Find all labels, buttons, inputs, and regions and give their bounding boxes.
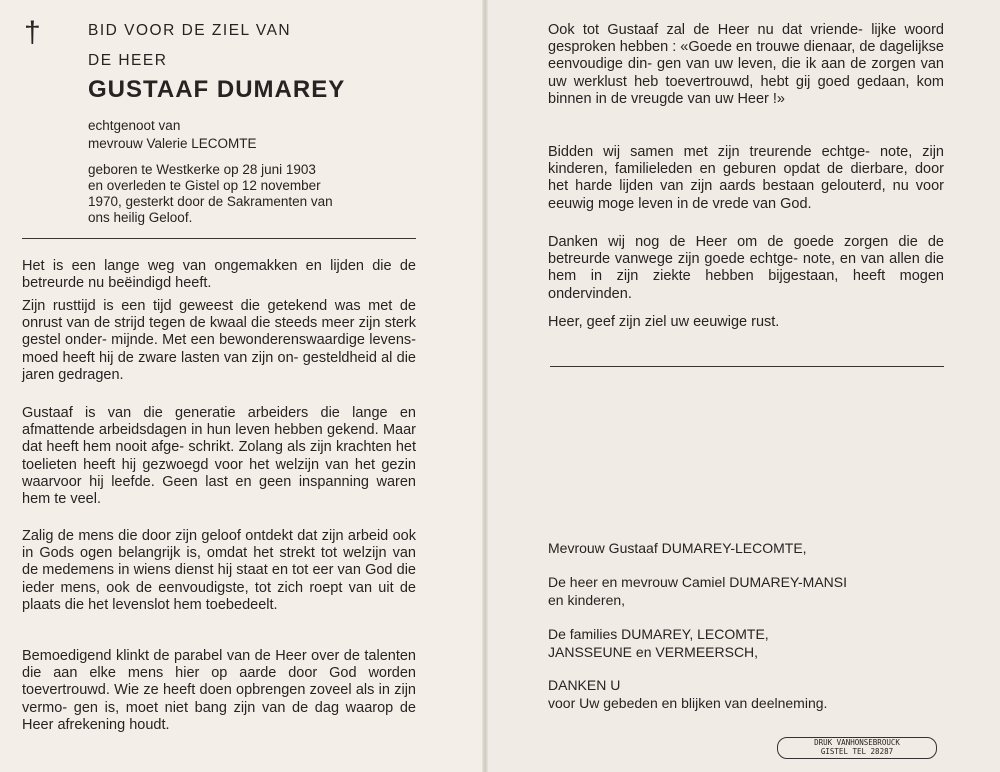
family-line: Mevrouw Gustaaf DUMAREY-LECOMTE, [548,540,807,556]
family-line: en kinderen, [548,592,626,608]
printer-stamp-line: GISTEL TEL 28287 [820,747,894,756]
spouse-line-1: echtgenoot van [88,118,181,133]
bio-line: 1970, gesterkt door de Sakramenten van [88,194,333,209]
body-paragraph: Ook tot Gustaaf zal de Heer nu dat vriende- lijke woord gesproken hebben : «Goede en trouwe dienaar, de dagelijkse eenvoudige din- gen van uw leven, die ik aan de zorgen van uw werklust heb toevertrouwd, hebt gij goed gedaan, kom binnen in de vreugde van uw Heer !» [548,22,944,107]
family-line: JANSSEUNE en VERMEERSCH, [548,644,759,660]
deceased-name: GUSTAAF DUMAREY [88,76,346,103]
divider-line [22,238,416,239]
thanks-line: voor Uw gebeden en blijken van deelneming. [548,695,828,711]
bio-line: en overleden te Gistel op 12 november [88,178,321,193]
body-paragraph: Het is een lange weg van ongemakken en lijden die de betreurde nu beëindigd heeft. [22,258,416,292]
body-paragraph: Bemoedigend klinkt de parabel van de Heer over de talenten die aan elke mens hier op aarde door God worden toevertrouwd. Wie ze heeft doen opbrengen zoveel als in zijn vermo- gen is, moet niet bang zijn van de dag waarop de Heer afrekening houdt. [22,648,416,733]
body-paragraph: Gustaaf is van die generatie arbeiders die lange en afmattende arbeidsdagen in hun leven hebben gekend. Maar dat heeft hem nooit afge- schrikt. Zolang als zijn krachten het toelieten heeft hij gezwoegd voor het welzijn van het gezin waarvoor hij leefde. Geen last en geen inspanning waren hem te veel. [22,405,416,508]
printer-stamp [777,737,937,759]
prayer-heading: BID VOOR DE ZIEL VAN [88,22,292,39]
spouse-line-2: mevrouw Valerie LECOMTE [88,136,257,151]
body-paragraph: Bidden wij samen met zijn treurende echtge- note, zijn kinderen, familieleden en geburen opdat de dierbare, door het harde lijden van zijn aards bestaan gelouterd, nu voor eeuwig moge leven in de vrede van God. [548,144,944,212]
closing-prayer: Heer, geef zijn ziel uw eeuwige rust. [548,314,780,330]
body-paragraph: Danken wij nog de Heer om de goede zorgen die de betreurde vanwege zijn goede echtge- note, en van allen die hem in zijn ziekte hebben bijgestaan, heeft mogen ondervinden. [548,234,944,302]
printer-stamp-line: DRUK VANHONSEBROUCK [814,738,900,747]
family-line: De heer en mevrouw Camiel DUMAREY-MANSI [548,574,848,590]
thanks-heading: DANKEN U [548,677,621,693]
body-paragraph: Zijn rusttijd is een tijd geweest die getekend was met de onrust van de strijd tegen de kwaal die steeds meer zijn sterk gestel onder- mijnde. Met een bewonderenswaardige levens- moed heeft hij de zware lasten van zijn on- gesteldheid al die jaren gedragen. [22,298,416,383]
cross-icon: † [24,16,41,49]
body-paragraph: Zalig de mens die door zijn geloof ontdekt dat zijn arbeid ook in Gods ogen belangrijk is, omdat het strekt tot welzijn van de medemens in wiens dienst hij staat en tot eer van God die ieder mens, ook de eenvoudigste, tot zich roept van uit de plaats die het levenslot hem toebedeelt. [22,528,416,613]
card-fold [482,0,488,772]
bio-line: geboren te Westkerke op 28 juni 1903 [88,162,316,177]
bio-line: ons heilig Geloof. [88,210,193,225]
family-line: De families DUMAREY, LECOMTE, [548,626,769,642]
title-heading: DE HEER [88,52,168,69]
divider-line [550,366,944,367]
